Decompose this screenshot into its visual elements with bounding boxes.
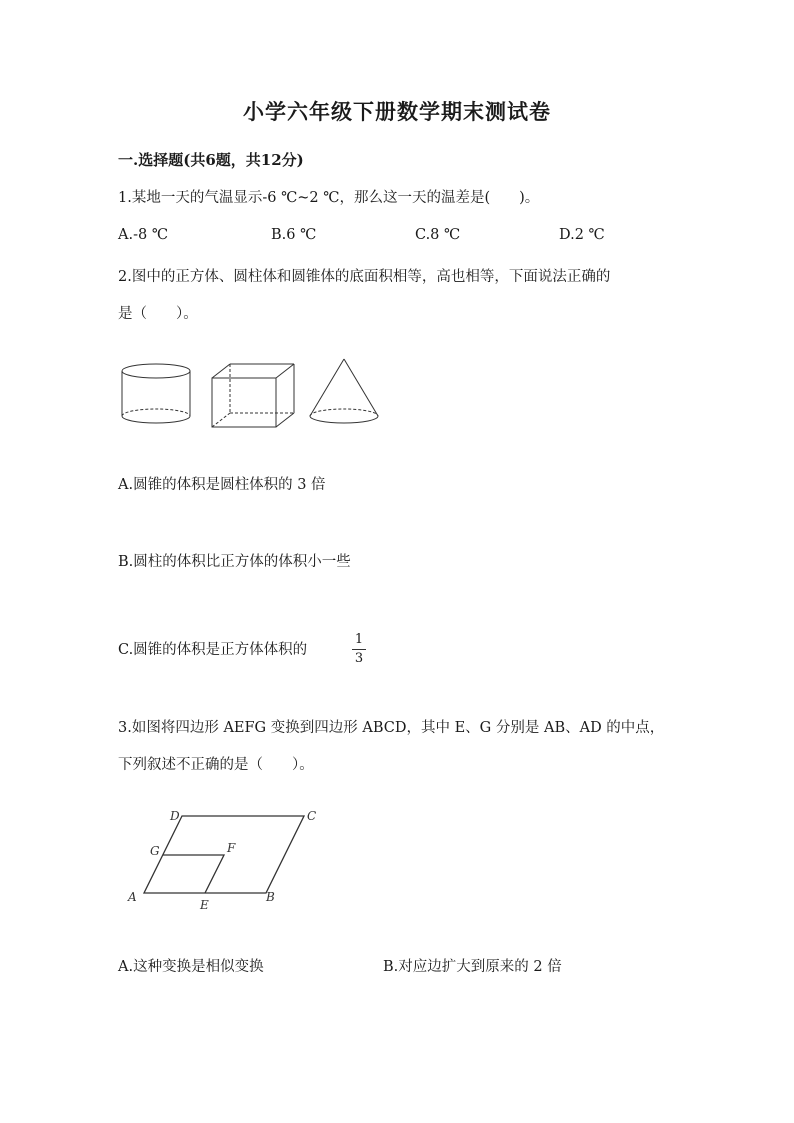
quadrilateral-figure: [124, 804, 324, 912]
point-label-b: B: [266, 890, 275, 904]
question-1-option-a: A.-8 ℃: [118, 227, 169, 243]
point-label-a: A: [128, 890, 137, 904]
fraction-denominator: 3: [354, 651, 364, 666]
fraction-bar: [352, 649, 366, 650]
question-1-stem: 1.某地一天的气温显示-6 ℃~2 ℃，那么这一天的温差是( )。: [118, 190, 540, 206]
fraction-numerator: 1: [354, 632, 364, 647]
point-label-f: F: [227, 841, 236, 855]
question-2-stem-line1: 2.图中的正方体、圆柱体和圆锥体的底面积相等，高也相等，下面说法正确的: [118, 269, 611, 285]
question-1-option-d: D.2 ℃: [559, 227, 605, 243]
cylinder-figure: [122, 364, 190, 423]
point-label-c: C: [307, 809, 317, 823]
section-heading: 一.选择题(共6题，共12分): [118, 151, 304, 169]
quadrilateral-aefg: [163, 855, 224, 893]
question-3-option-a: A.这种变换是相似变换: [118, 959, 264, 975]
one-third-fraction: [350, 632, 368, 667]
cube-figure: [212, 364, 294, 427]
point-label-g: G: [150, 844, 160, 858]
page-title: 小学六年级下册数学期末测试卷: [243, 99, 551, 124]
question-2-option-a: A.圆锥的体积是圆柱体积的 3 倍: [118, 477, 326, 493]
question-2-option-c: C.圆锥的体积是正方体体积的: [118, 642, 308, 658]
cone-figure: [310, 359, 378, 423]
question-3-stem-line1: 3.如图将四边形 AEFG 变换到四边形 ABCD，其中 E、G 分别是 AB、AD 的中点，: [118, 720, 665, 736]
question-2-option-b: B.圆柱的体积比正方体的体积小一些: [118, 554, 351, 570]
solids-figure: [116, 354, 386, 430]
point-label-e: E: [200, 898, 209, 912]
point-label-d: D: [170, 809, 180, 823]
question-2-stem-line2: 是（ ）。: [118, 306, 198, 322]
question-1-option-b: B.6 ℃: [271, 227, 317, 243]
question-3-stem-line2: 下列叙述不正确的是（ ）。: [118, 757, 314, 773]
question-3-option-b: B.对应边扩大到原来的 2 倍: [383, 959, 562, 975]
question-1-option-c: C.8 ℃: [415, 227, 461, 243]
